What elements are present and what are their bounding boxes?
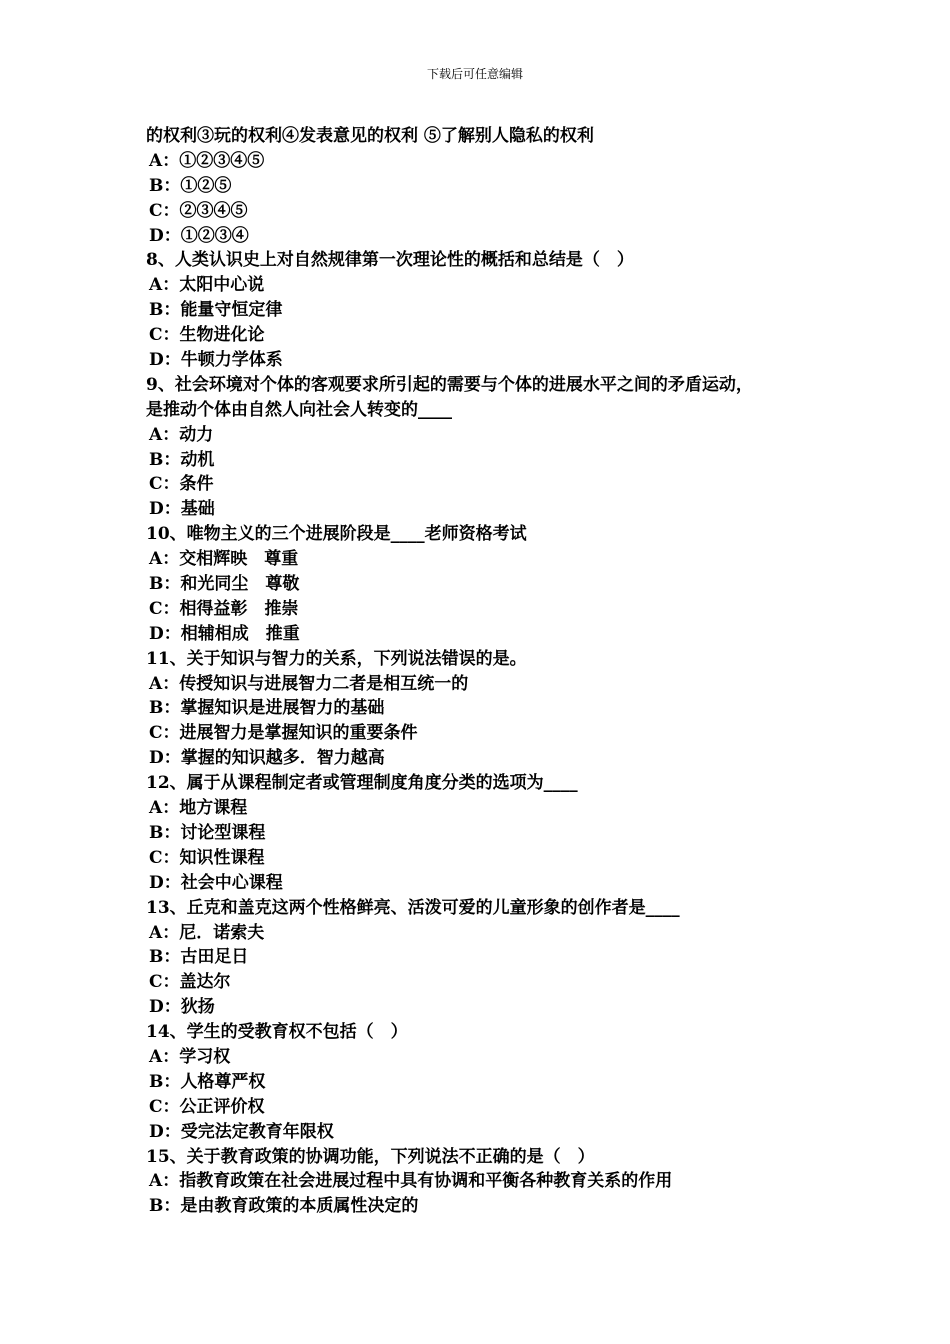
answer-option: B：①②⑤ [149, 175, 232, 196]
answer-option: B：动机 [149, 449, 215, 470]
answer-option: D：掌握的知识越多．智力越高 [149, 748, 385, 769]
question-stem: 11、关于知识与智力的关系，下列说法错误的是。 [146, 648, 527, 669]
question-stem: 12、属于从课程制定者或管理制度角度分类的选项为____ [146, 773, 578, 794]
answer-option: B：能量守恒定律 [149, 300, 283, 321]
answer-option: D：①②③④ [149, 225, 249, 246]
answer-option: C：盖达尔 [149, 972, 231, 993]
answer-option: A：尼．诺索夫 [149, 922, 265, 943]
answer-option: A：动力 [149, 424, 214, 445]
answer-option: A：学习权 [149, 1046, 231, 1067]
answer-option: B：人格尊严权 [149, 1071, 266, 1092]
question-stem: 15、关于教育政策的协调功能，下列说法不正确的是（ ） [146, 1146, 595, 1167]
question-stem: 10、唯物主义的三个进展阶段是____老师资格考试 [146, 524, 527, 545]
answer-option: C：相得益彰 推崇 [149, 598, 299, 619]
question-stem: 13、丘克和盖克这两个性格鲜亮、活泼可爱的儿童形象的创作者是____ [146, 897, 680, 918]
answer-option: D：牛顿力学体系 [149, 350, 283, 371]
answer-option: C：条件 [149, 474, 214, 495]
document-body [146, 124, 846, 1219]
answer-option: A：①②③④⑤ [149, 150, 265, 171]
answer-option: D：狄扬 [149, 997, 215, 1018]
text-line: 的权利③玩的权利④发表意见的权利 ⑤了解别人隐私的权利 [146, 126, 594, 146]
answer-option: D：受完法定教育年限权 [149, 1121, 334, 1142]
answer-option: A：地方课程 [149, 798, 248, 819]
answer-option: C：②③④⑤ [149, 200, 248, 221]
answer-option: C：进展智力是掌握知识的重要条件 [149, 723, 418, 744]
answer-option: C：知识性课程 [149, 847, 265, 868]
answer-option: C：公正评价权 [149, 1096, 265, 1117]
answer-option: B：掌握知识是进展智力的基础 [149, 698, 385, 719]
answer-option: B：和光同尘 尊敬 [149, 574, 300, 595]
text-line: 是推动个体由自然人向社会人转变的____ [146, 399, 452, 420]
answer-option: A：传授知识与进展智力二者是相互统一的 [149, 673, 469, 694]
answer-option: C：生物进化论 [149, 325, 265, 346]
answer-option: B：是由教育政策的本质属性决定的 [149, 1196, 419, 1217]
question-stem: 8、人类认识史上对自然规律第一次理论性的概括和总结是（ ） [146, 250, 634, 271]
answer-option: D：基础 [149, 499, 215, 520]
answer-option: A：指教育政策在社会进展过程中具有协调和平衡各种教育关系的作用 [149, 1171, 673, 1192]
answer-option: D：相辅相成 推重 [149, 623, 300, 644]
question-stem: 14、学生的受教育权不包括（ ） [146, 1022, 408, 1043]
answer-option: B：古田足日 [149, 947, 249, 968]
answer-option: D：社会中心课程 [149, 872, 283, 893]
page-header: 下载后可任意编辑 [426, 67, 523, 81]
answer-option: B：讨论型课程 [149, 822, 266, 843]
answer-option: A：交相辉映 尊重 [149, 549, 299, 570]
answer-option: A：太阳中心说 [149, 275, 265, 296]
question-stem: 9、社会环境对个体的客观要求所引起的需要与个体的进展水平之间的矛盾运动， [146, 374, 753, 395]
